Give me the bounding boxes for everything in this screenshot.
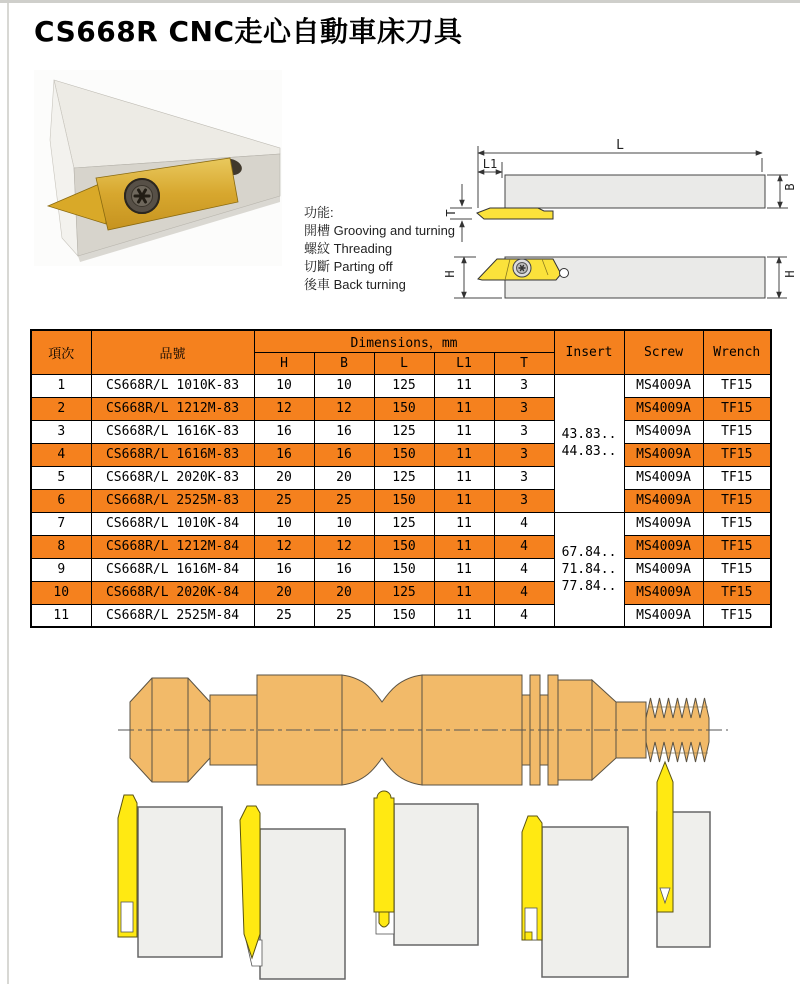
col-header-item: 項次 xyxy=(31,330,91,374)
page-edge-left xyxy=(7,3,9,984)
cell-screw: MS4009A xyxy=(624,558,703,581)
cell-insert-group-84 xyxy=(554,512,624,627)
cell-part-number: CS668R/L 2525M-84 xyxy=(91,604,254,627)
cell-screw: MS4009A xyxy=(624,581,703,604)
cell-l1: 11 xyxy=(434,397,494,420)
col-header-l1: L1 xyxy=(434,352,494,374)
insert-top-view xyxy=(477,208,553,219)
shank-top-view xyxy=(505,175,765,208)
tool-holder xyxy=(542,827,628,977)
cell-h: 20 xyxy=(254,466,314,489)
round-tip xyxy=(379,912,389,927)
cell-h: 16 xyxy=(254,443,314,466)
cell-wrench: TF15 xyxy=(703,535,771,558)
cell-l: 150 xyxy=(374,604,434,627)
cell-wrench: TF15 xyxy=(703,420,771,443)
cell-screw: MS4009A xyxy=(624,420,703,443)
cell-item: 1 xyxy=(31,374,91,397)
cell-part-number: CS668R/L 2020K-84 xyxy=(91,581,254,604)
cell-t: 3 xyxy=(494,374,554,397)
cutting-tool-4 xyxy=(522,816,628,977)
cell-screw: MS4009A xyxy=(624,604,703,627)
cell-l: 125 xyxy=(374,374,434,397)
dim-label-t: T xyxy=(444,209,458,217)
cell-t: 3 xyxy=(494,489,554,512)
cell-h: 25 xyxy=(254,489,314,512)
cell-b: 12 xyxy=(314,535,374,558)
cell-b: 10 xyxy=(314,374,374,397)
cell-wrench: TF15 xyxy=(703,512,771,535)
dim-label-h-right: H xyxy=(783,270,797,278)
insert-code: 43.83.. xyxy=(561,427,617,442)
cell-t: 3 xyxy=(494,466,554,489)
cutting-tool-2 xyxy=(240,806,345,979)
cell-part-number: CS668R/L 2525M-83 xyxy=(91,489,254,512)
cell-l: 150 xyxy=(374,489,434,512)
technical-drawing xyxy=(438,116,800,312)
cell-b: 16 xyxy=(314,443,374,466)
cell-b: 16 xyxy=(314,558,374,581)
cell-l: 150 xyxy=(374,397,434,420)
col-header-wrench: Wrench xyxy=(703,330,771,374)
cell-l1: 11 xyxy=(434,443,494,466)
cell-item: 11 xyxy=(31,604,91,627)
tool-holder xyxy=(138,807,222,957)
col-header-part: 品號 xyxy=(91,330,254,374)
cell-b: 20 xyxy=(314,466,374,489)
page-edge-top xyxy=(0,0,800,3)
cell-wrench: TF15 xyxy=(703,397,771,420)
cell-l: 150 xyxy=(374,443,434,466)
cell-item: 7 xyxy=(31,512,91,535)
table-row xyxy=(31,535,771,558)
insert-code: 71.84.. xyxy=(561,561,617,577)
cell-item: 3 xyxy=(31,420,91,443)
cell-screw: MS4009A xyxy=(624,443,703,466)
cell-l: 150 xyxy=(374,558,434,581)
cell-item: 4 xyxy=(31,443,91,466)
cell-screw: MS4009A xyxy=(624,535,703,558)
step-tab xyxy=(525,932,532,940)
cell-l: 125 xyxy=(374,581,434,604)
cell-insert-group-83 xyxy=(554,374,624,512)
cell-b: 25 xyxy=(314,489,374,512)
insert-code: 67.84.. xyxy=(561,544,617,560)
product-photo xyxy=(34,70,282,266)
function-item: 後車 Back turning xyxy=(304,277,406,292)
cell-t: 3 xyxy=(494,443,554,466)
cell-h: 12 xyxy=(254,397,314,420)
cell-l1: 11 xyxy=(434,558,494,581)
cell-l: 125 xyxy=(374,420,434,443)
cell-b: 10 xyxy=(314,512,374,535)
functions-list xyxy=(304,204,455,294)
cell-t: 4 xyxy=(494,558,554,581)
cell-item: 10 xyxy=(31,581,91,604)
cell-l1: 11 xyxy=(434,604,494,627)
cell-item: 6 xyxy=(31,489,91,512)
cell-wrench: TF15 xyxy=(703,581,771,604)
table-row xyxy=(31,489,771,512)
cell-wrench: TF15 xyxy=(703,558,771,581)
col-header-t: T xyxy=(494,352,554,374)
function-item: 開槽 Grooving and turning xyxy=(304,223,456,238)
cell-item: 8 xyxy=(31,535,91,558)
cell-t: 3 xyxy=(494,420,554,443)
cutting-notch xyxy=(121,902,133,932)
table-row xyxy=(31,397,771,420)
cell-l: 125 xyxy=(374,466,434,489)
cell-l1: 11 xyxy=(434,420,494,443)
tool-holder xyxy=(394,804,478,945)
cell-screw: MS4009A xyxy=(624,374,703,397)
cell-l: 125 xyxy=(374,512,434,535)
application-diagram xyxy=(80,650,740,980)
cell-wrench: TF15 xyxy=(703,489,771,512)
cell-part-number: CS668R/L 1010K-83 xyxy=(91,374,254,397)
dim-label-b: B xyxy=(783,183,797,191)
cell-h: 25 xyxy=(254,604,314,627)
dim-label-h-left: H xyxy=(443,270,457,278)
cell-b: 16 xyxy=(314,420,374,443)
table-row xyxy=(31,604,771,627)
cell-wrench: TF15 xyxy=(703,443,771,466)
tool-insert-blade xyxy=(240,806,260,958)
cell-item: 9 xyxy=(31,558,91,581)
tool-insert-blade xyxy=(374,791,394,912)
cell-l1: 11 xyxy=(434,374,494,397)
table-row xyxy=(31,581,771,604)
cell-item: 5 xyxy=(31,466,91,489)
spec-table xyxy=(30,329,772,628)
col-header-b: B xyxy=(314,352,374,374)
cell-part-number: CS668R/L 2020K-83 xyxy=(91,466,254,489)
cell-t: 4 xyxy=(494,581,554,604)
cell-wrench: TF15 xyxy=(703,374,771,397)
nose-radius xyxy=(560,269,569,278)
cell-h: 10 xyxy=(254,512,314,535)
cell-h: 12 xyxy=(254,535,314,558)
cell-part-number: CS668R/L 1616M-83 xyxy=(91,443,254,466)
cell-h: 20 xyxy=(254,581,314,604)
cell-part-number: CS668R/L 1212M-83 xyxy=(91,397,254,420)
function-item: 切斷 Parting off xyxy=(304,259,393,274)
cell-l1: 11 xyxy=(434,489,494,512)
cell-part-number: CS668R/L 1616K-83 xyxy=(91,420,254,443)
col-header-dimensions: Dimensions，mm xyxy=(254,330,554,352)
cell-h: 16 xyxy=(254,558,314,581)
cell-screw: MS4009A xyxy=(624,512,703,535)
cell-l1: 11 xyxy=(434,581,494,604)
cell-t: 4 xyxy=(494,512,554,535)
dim-label-l: L xyxy=(616,138,624,153)
table-row xyxy=(31,420,771,443)
cell-b: 20 xyxy=(314,581,374,604)
cell-screw: MS4009A xyxy=(624,489,703,512)
cell-part-number: CS668R/L 1010K-84 xyxy=(91,512,254,535)
cell-l1: 11 xyxy=(434,512,494,535)
cell-t: 4 xyxy=(494,604,554,627)
page-title: CS668R CNC走心自動車床刀具 xyxy=(34,15,463,48)
cutting-tool-1 xyxy=(118,795,222,957)
cell-l: 150 xyxy=(374,535,434,558)
col-header-l: L xyxy=(374,352,434,374)
insert-code: 44.83.. xyxy=(561,444,617,459)
table-row xyxy=(31,466,771,489)
cell-b: 12 xyxy=(314,397,374,420)
cell-l1: 11 xyxy=(434,466,494,489)
col-header-h: H xyxy=(254,352,314,374)
cell-part-number: CS668R/L 1616M-84 xyxy=(91,558,254,581)
table-row xyxy=(31,558,771,581)
cell-t: 4 xyxy=(494,535,554,558)
table-row xyxy=(31,374,771,397)
cell-part-number: CS668R/L 1212M-84 xyxy=(91,535,254,558)
cell-wrench: TF15 xyxy=(703,604,771,627)
cell-screw: MS4009A xyxy=(624,397,703,420)
cell-screw: MS4009A xyxy=(624,466,703,489)
table-row xyxy=(31,512,771,535)
table-row xyxy=(31,443,771,466)
dim-label-l1: L1 xyxy=(482,157,498,171)
insert-code: 77.84.. xyxy=(561,578,617,594)
col-header-insert: Insert xyxy=(554,330,624,374)
cell-h: 16 xyxy=(254,420,314,443)
col-header-screw: Screw xyxy=(624,330,703,374)
function-item: 螺紋 Threading xyxy=(304,241,393,256)
cell-item: 2 xyxy=(31,397,91,420)
functions-heading: 功能: xyxy=(304,205,334,220)
cutting-tool-3 xyxy=(374,791,478,945)
cell-h: 10 xyxy=(254,374,314,397)
cell-t: 3 xyxy=(494,397,554,420)
cell-b: 25 xyxy=(314,604,374,627)
tool-holder xyxy=(260,829,345,979)
cell-wrench: TF15 xyxy=(703,466,771,489)
cutting-tool-5 xyxy=(657,762,710,947)
cell-l1: 11 xyxy=(434,535,494,558)
